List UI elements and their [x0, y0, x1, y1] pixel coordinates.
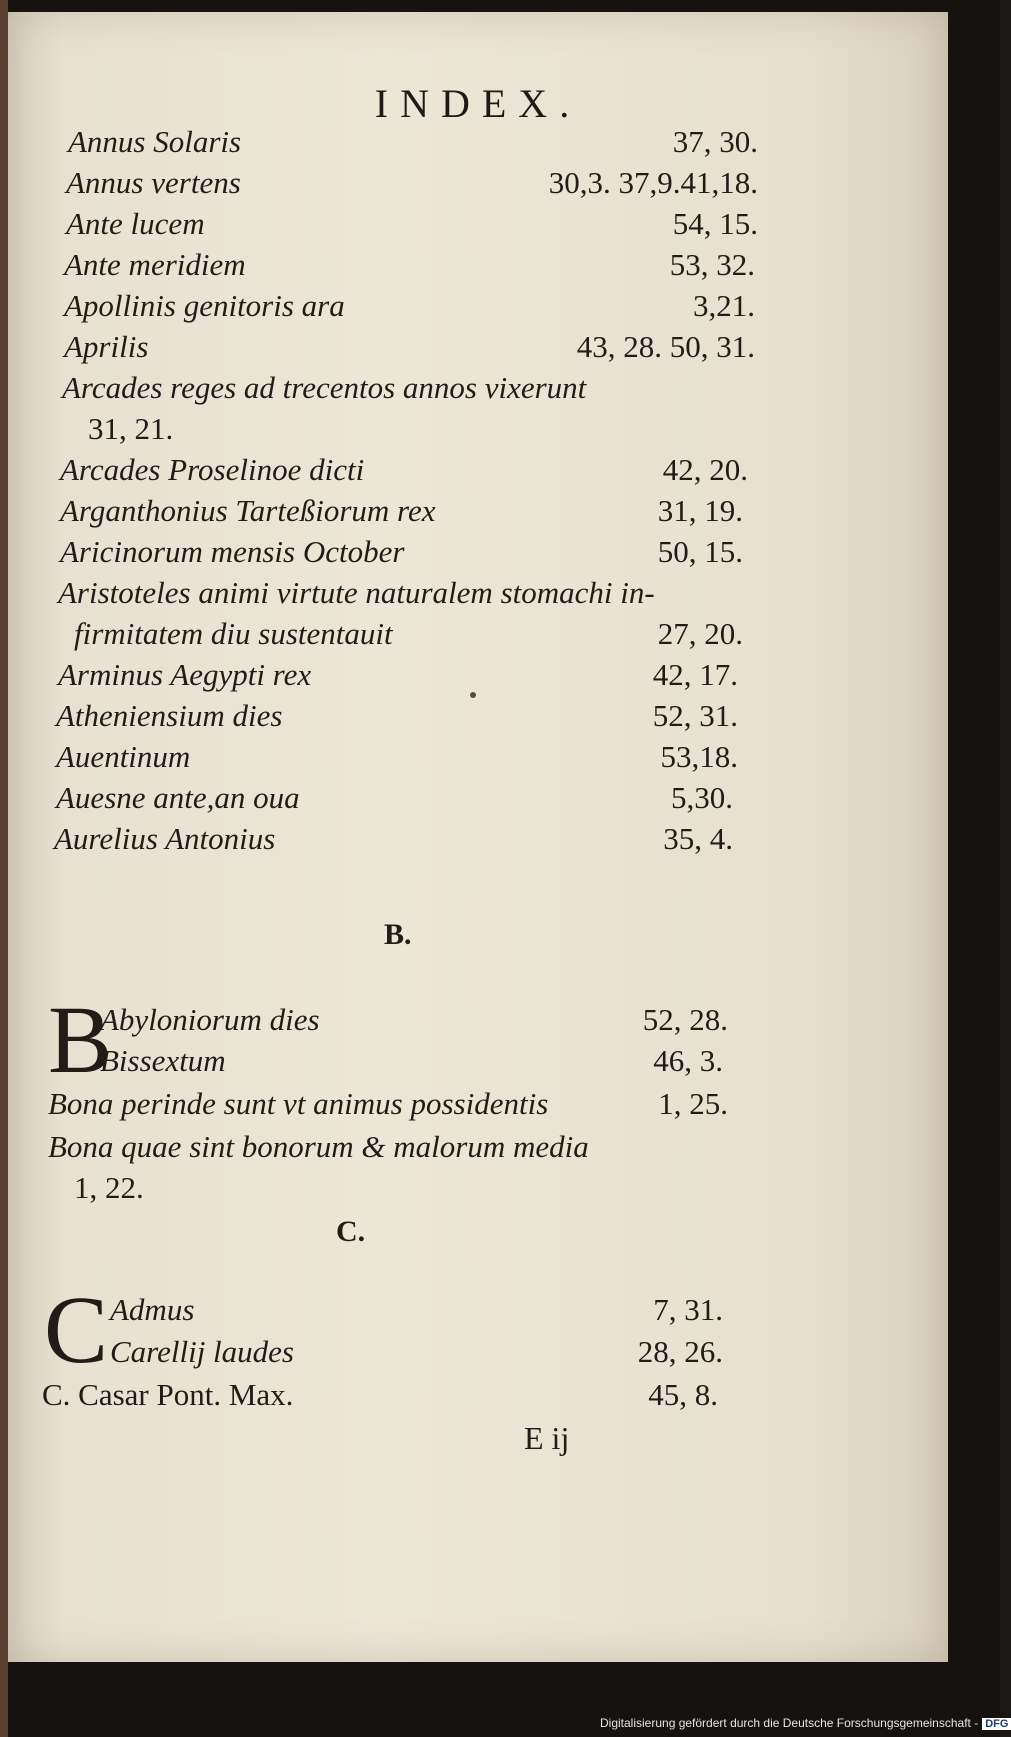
entry-ref: 7, 31. [653, 1292, 723, 1327]
index-entry [8, 206, 948, 246]
entry-ref: 28, 26. [637, 1334, 723, 1369]
index-entry [8, 1377, 948, 1417]
index-entry [8, 616, 948, 656]
entry-ref: 52, 31. [652, 698, 738, 733]
index-entry [8, 1043, 948, 1083]
entry-ref: 42, 20. [662, 452, 748, 487]
index-entry [8, 452, 948, 492]
entry-term: Carellij laudes [110, 1334, 294, 1369]
entry-term: Bissextum [100, 1043, 226, 1078]
entry-ref: 54, 15. [672, 206, 758, 241]
entry-term: Annus vertens [66, 165, 241, 200]
index-entry [8, 288, 948, 328]
entry-term: Auentinum [56, 739, 191, 774]
entry-term: Ante lucem [66, 206, 205, 241]
entry-ref: 52, 28. [642, 1002, 728, 1037]
drop-cap-c: C [44, 1276, 109, 1383]
entry-term: Arcades Proselinoe dicti [60, 452, 365, 487]
entry-ref: 53,18. [660, 739, 738, 774]
entry-text-line: Aristoteles animi virtute naturalem stomachi in- [58, 575, 655, 610]
entry-term: Apollinis genitoris ara [64, 288, 345, 323]
entry-ref: 30,3. 37,9.41,18. [548, 165, 758, 200]
index-entry [8, 821, 948, 861]
entry-term: firmitatem diu sustentauit [74, 616, 393, 651]
entry-ref: 1, 25. [658, 1086, 728, 1121]
index-entry [8, 780, 948, 820]
entry-term: Abyloniorum dies [100, 1002, 320, 1037]
entry-ref: 53, 32. [669, 247, 755, 282]
entry-ref: 37, 30. [672, 124, 758, 159]
entry-ref: 35, 4. [663, 821, 733, 856]
entry-term: Aprilis [64, 329, 149, 364]
index-entry [8, 698, 948, 738]
entry-term: Aricinorum mensis October [60, 534, 405, 569]
entry-term: Ante meridiem [64, 247, 246, 282]
page-header: INDEX. [374, 81, 582, 126]
entry-term: Auesne ante,an oua [56, 780, 300, 815]
entry-term: Atheniensium dies [56, 698, 283, 733]
entry-ref-line: 1, 22. [74, 1170, 144, 1205]
drop-cap-b: B [48, 986, 113, 1093]
entry-ref: 50, 15. [657, 534, 743, 569]
entry-ref: 46, 3. [653, 1043, 723, 1078]
index-entry [8, 739, 948, 779]
section-heading-b: B. [384, 918, 412, 951]
entry-ref: 45, 8. [648, 1377, 718, 1412]
index-entry [8, 657, 948, 697]
entry-text-line: Arcades reges ad trecentos annos vixerunt [62, 370, 587, 405]
index-entry [8, 329, 948, 369]
index-entry [8, 493, 948, 533]
section-heading-c: C. [336, 1215, 366, 1248]
entry-text-line: Bona quae sint bonorum & malorum media [48, 1129, 589, 1164]
index-entry [8, 1002, 948, 1042]
credit-text: Digitalisierung gefördert durch die Deutsche Forschungsgemeinschaft - [600, 1716, 979, 1730]
index-entry [8, 165, 948, 205]
entry-ref-line: 31, 21. [88, 411, 174, 446]
entry-term: Annus Solaris [68, 124, 242, 159]
book-page [8, 12, 948, 1662]
entry-ref: 5,30. [671, 780, 733, 815]
index-entry [8, 1292, 948, 1332]
digitization-credit [600, 1716, 1011, 1730]
index-entry [8, 1086, 948, 1126]
entry-term: Arminus Aegypti rex [58, 657, 312, 692]
signature-mark: E ij [524, 1420, 570, 1456]
index-entry [8, 534, 948, 574]
entry-ref: 42, 17. [652, 657, 738, 692]
entry-ref: 43, 28. 50, 31. [576, 329, 755, 364]
entry-term: C. Casar Pont. Max. [42, 1377, 294, 1412]
index-entry [8, 247, 948, 287]
entry-term: Admus [110, 1292, 195, 1327]
entry-ref: 31, 19. [657, 493, 743, 528]
entry-term: Arganthonius Tarteßiorum rex [60, 493, 436, 528]
book-spine-edge [0, 0, 8, 1737]
entry-ref: 27, 20. [657, 616, 743, 651]
entry-term: Bona perinde sunt vt animus possidentis [48, 1086, 549, 1121]
entry-ref: 3,21. [693, 288, 755, 323]
entry-term: Aurelius Antonius [54, 821, 276, 856]
index-entry [8, 1334, 948, 1374]
index-entry [8, 124, 948, 164]
dfg-logo: DFG [982, 1718, 1011, 1730]
